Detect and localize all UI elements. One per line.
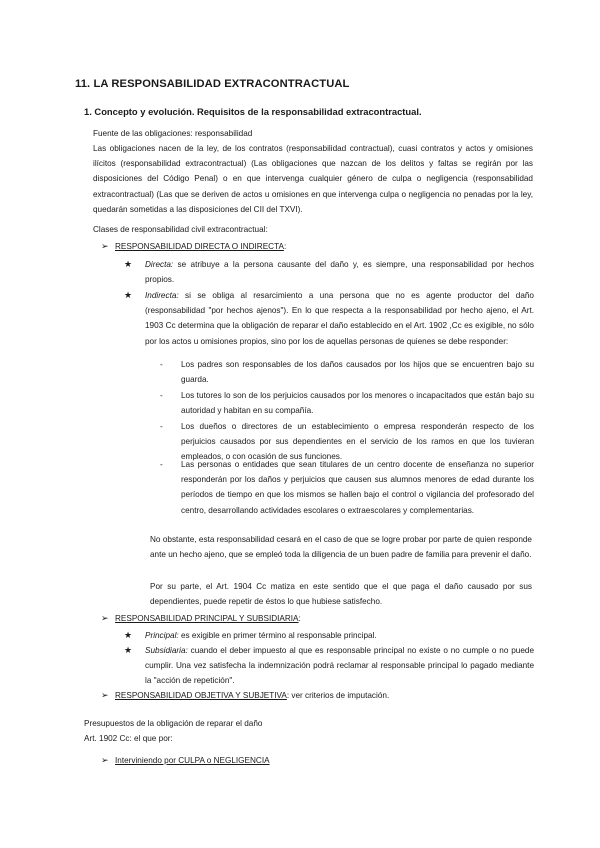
arrow-bullet-icon: ➢: [101, 755, 109, 765]
dash-text: Los padres son responsables de los daños causados por los hijos que se encuentren bajo su guarda.: [181, 360, 534, 385]
arrow-bullet-icon: ➢: [101, 690, 109, 700]
subsidiaria-label: Subsidiaria:: [145, 646, 188, 655]
dash-item-padres: [160, 357, 534, 387]
star-bullet-icon: ★: [124, 290, 133, 300]
subsidiaria-text: cuando el deber impuesto al que es responsable principal no existe o no cumple o no puede cumplir. Una vez satisfecha la indemnización podrá reclamar al responsable principal lo pagado mediante la "acción de repetición".: [145, 646, 534, 686]
section4-title: Interviniendo por CULPA o NEGLIGENCIA: [115, 756, 270, 765]
section4-item: [101, 753, 270, 768]
arrow-bullet-icon: ➢: [101, 613, 109, 623]
dash-bullet: -: [160, 422, 163, 431]
section2-item: [101, 611, 301, 626]
section1-item: [101, 239, 286, 254]
arrow-bullet-icon: ➢: [101, 241, 109, 251]
presupuestos-article: Art. 1902 Cc: el que por:: [84, 734, 173, 743]
section-heading: 1. Concepto y evolución. Requisitos de la responsabilidad extracontractual.: [84, 106, 422, 117]
direct-item: [124, 257, 534, 287]
section1-suffix: :: [283, 242, 287, 251]
principal-label: Principal:: [145, 631, 179, 640]
star-bullet-icon: ★: [124, 645, 133, 655]
section2-suffix: :: [298, 614, 301, 623]
dash-item-centros: [160, 457, 534, 518]
principal-text: es exigible en primer término al responsable principal.: [178, 631, 377, 640]
section2-title: RESPONSABILIDAD PRINCIPAL Y SUBSIDIARIA: [115, 614, 299, 623]
indirect-text: si se obliga al resarcimiento a una persona que no es agente productor del daño (responsabilidad "por hechos ajenos"). En lo que respecta a la responsabilidad por hecho ajeno, el Art. 1903 Cc determina que la obligación de reparar el daño establecido en el Art. 1902 ,Cc es exigible, no sólo por los actos u omisiones propios, sino por los de aquellas personas de quienes se debe responder:: [145, 291, 534, 346]
direct-label: Directa:: [145, 260, 174, 269]
indirect-label: Indirecta:: [145, 291, 179, 300]
dash-bullet: -: [160, 391, 163, 400]
chapter-heading: 11. LA RESPONSABILIDAD EXTRACONTRACTUAL: [75, 78, 350, 90]
dash-item-tutores: [160, 388, 534, 418]
direct-text: se atribuye a la persona causante del daño y, es siempre, una responsabilidad por hechos propios.: [145, 260, 534, 285]
section3-title: RESPONSABILIDAD OBJETIVA Y SUBJETIVA: [115, 691, 287, 700]
presupuestos-title: Presupuestos de la obligación de reparar el daño: [84, 719, 263, 728]
classes-intro: Clases de responsabilidad civil extracontractual:: [93, 225, 268, 234]
subsidiaria-item: [124, 643, 534, 689]
dash-text: Los tutores lo son de los perjuicios causados por los menores o incapacitados que están bajo su autoridad y habitan en su compañía.: [181, 391, 534, 416]
source-body: Las obligaciones nacen de la ley, de los contratos (responsabilidad contractual), cuasi contratos y actos y omisiones ilícitos (responsabilidad extracontractual) (Las obligaciones que nazcan de los delitos y faltas se regirán por las disposiciones del Código Penal) o en que intervenga cualquier género de culpa o negligencia (responsabilidad extracontractual) (Las que se deriven de actos u omisiones en que intervenga culpa o negligencia no penadas por la ley, quedarán sometidas a las disposiciones del CII del TXVI).: [93, 144, 533, 214]
paragraph-art-1904: Por su parte, el Art. 1904 Cc matiza en este sentido que el que paga el daño causado por sus dependientes, puede repetir de éstos lo que hubiese satisfecho.: [150, 582, 532, 607]
star-bullet-icon: ★: [124, 259, 133, 269]
principal-item: [124, 628, 534, 643]
source-title: Fuente de las obligaciones: responsabilidad: [93, 129, 253, 138]
paragraph-no-obstante: No obstante, esta responsabilidad cesará en el caso de que se logre probar por parte de quien responde ante un hecho ajeno, que se empleó toda la diligencia de un buen padre de familia para prevenir el daño.: [150, 535, 532, 560]
dash-bullet: -: [160, 360, 163, 369]
star-bullet-icon: ★: [124, 630, 133, 640]
dash-text: Las personas o entidades que sean titulares de un centro docente de enseñanza no superior responderán por los daños y perjuicios que causen sus alumnos menores de edad durante los períodos de tiempo en que los mismos se hallen bajo el control o vigilancia del profesorado del centro, desarrollando actividades escolares o extraescolares y complementarias.: [181, 460, 534, 515]
dash-bullet: -: [160, 460, 163, 469]
dash-text: Los dueños o directores de un establecimiento o empresa responderán respecto de los perjuicios causados por sus dependientes en el servicio de los ramos en que los tuvieran empleados, o con ocasión de sus funciones.: [181, 422, 534, 462]
section3-suffix: : ver criterios de imputación.: [286, 691, 390, 700]
section1-title: RESPONSABILIDAD DIRECTA O INDIRECTA: [115, 242, 284, 251]
indirect-item: [124, 288, 534, 349]
section3-item: [101, 688, 389, 703]
